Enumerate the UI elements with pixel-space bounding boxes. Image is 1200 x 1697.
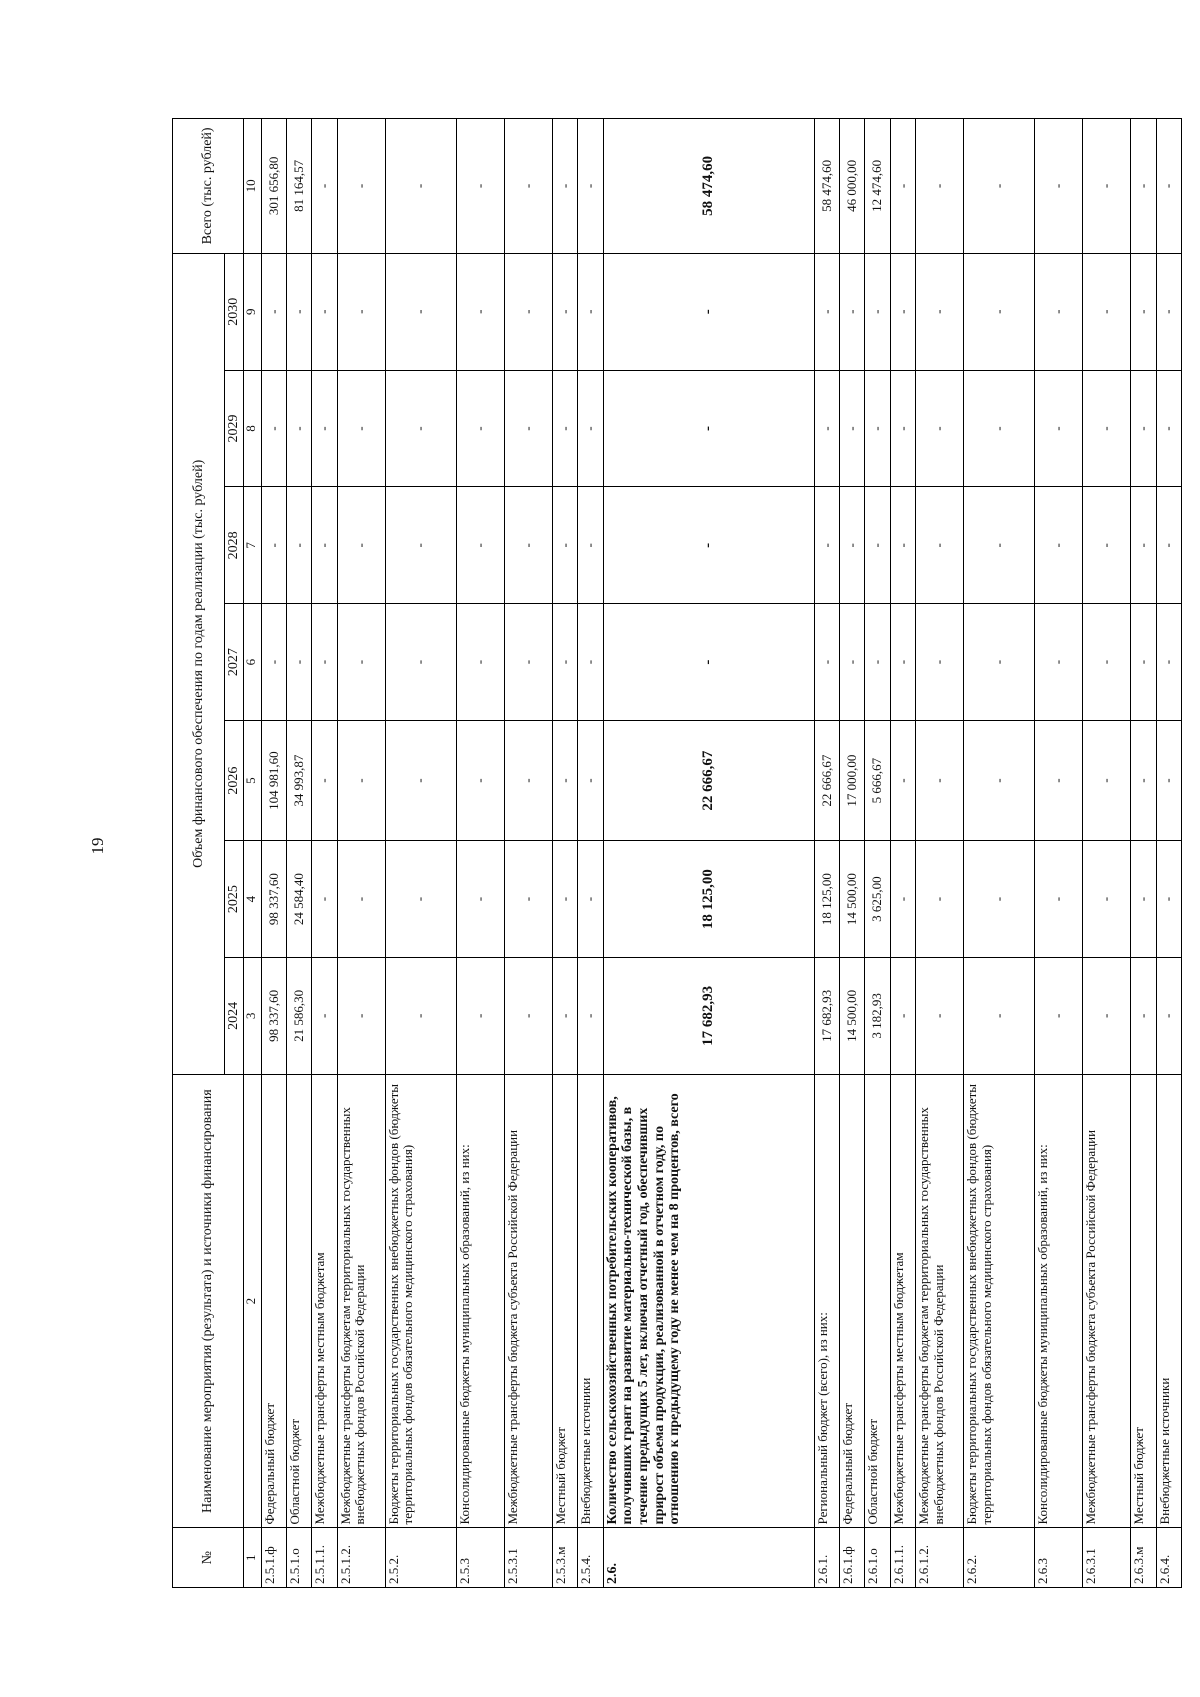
row-value: - [964,253,1035,370]
row-value: - [578,487,603,604]
row-value: - [261,604,286,721]
row-code: 2.6.3.1 [1083,1528,1131,1588]
row-name: Областной бюджет [865,1074,890,1528]
row-value: - [504,253,552,370]
row-value: - [312,253,337,370]
row-total: - [916,119,964,254]
row-value: - [1156,253,1182,370]
row-value: - [1131,841,1156,958]
row-value: - [552,487,577,604]
row-code: 2.6. [603,1528,814,1588]
row-code: 2.6.3.м [1131,1528,1156,1588]
row-total: - [504,119,552,254]
row-value: - [552,721,577,841]
row-value: - [1034,721,1082,841]
row-value: 14 500,00 [839,957,864,1074]
row-value: - [385,957,456,1074]
header-volume: Объем финансового обеспечения по годам реализации (тыс. рублей) [173,253,225,1074]
row-code: 2.6.2. [964,1528,1035,1588]
row-value: - [385,253,456,370]
table-row [1156,119,1182,1588]
row-value: - [865,487,890,604]
row-value: - [603,370,814,487]
row-value: - [287,604,312,721]
column-index: 3 [243,957,261,1074]
row-value: - [1083,487,1131,604]
row-value: - [1131,957,1156,1074]
row-total: - [337,119,385,254]
row-value: - [916,957,964,1074]
row-value: - [1034,957,1082,1074]
row-name: Бюджеты территориальных государственных внебюджетных фондов (бюджеты территориальных фондов обязательного медицинского страхования) [385,1074,456,1528]
row-value: - [916,604,964,721]
row-value: - [1083,253,1131,370]
row-name: Областной бюджет [287,1074,312,1528]
column-index: 10 [243,119,261,254]
header-no: № [173,1528,244,1588]
row-value: - [1131,253,1156,370]
row-value: - [890,721,915,841]
row-value: - [1131,487,1156,604]
row-value: - [312,487,337,604]
column-index: 7 [243,487,261,604]
row-value: 18 125,00 [814,841,839,958]
row-total: - [1034,119,1082,254]
row-value: - [337,721,385,841]
table-row [504,119,552,1588]
column-index: 2 [243,1074,261,1528]
row-total: 81 164,57 [287,119,312,254]
column-index: 1 [243,1528,261,1588]
row-name: Межбюджетные трансферты местным бюджетам [890,1074,915,1528]
row-name: Межбюджетные трансферты бюджетам территориальных государственных внебюджетных фондов Российской Федерации [337,1074,385,1528]
row-value: - [603,604,814,721]
header-year: 2025 [225,841,244,958]
row-value: - [312,841,337,958]
row-value: - [337,957,385,1074]
header-year: 2029 [225,370,244,487]
row-total: 58 474,60 [814,119,839,254]
row-value: - [1156,841,1182,958]
row-value: - [261,370,286,487]
table-row [385,119,456,1588]
page-number: 19 [88,837,107,855]
column-index: 5 [243,721,261,841]
row-value: - [312,721,337,841]
row-name: Местный бюджет [1131,1074,1156,1528]
table-row [890,119,915,1588]
row-value: - [261,487,286,604]
row-total: - [1156,119,1182,254]
row-name: Межбюджетные трансферты бюджета субъекта Российской Федерации [504,1074,552,1528]
row-value: 5 666,67 [865,721,890,841]
row-value: - [456,487,504,604]
row-value: - [385,487,456,604]
header-total: Всего (тыс. рублей) [173,119,244,254]
row-value: - [287,487,312,604]
row-value: - [814,604,839,721]
row-value: 34 993,87 [287,721,312,841]
row-value: - [1083,604,1131,721]
table-row [865,119,890,1588]
row-value: - [504,957,552,1074]
column-index: 6 [243,604,261,721]
row-total: - [456,119,504,254]
row-value: - [456,721,504,841]
row-value: - [385,721,456,841]
row-value: - [504,604,552,721]
row-value: - [814,487,839,604]
row-value: - [916,841,964,958]
row-total: 301 656,80 [261,119,286,254]
row-value: - [552,957,577,1074]
row-code: 2.5.1.2. [337,1528,385,1588]
row-value: 17 000,00 [839,721,864,841]
row-value: 98 337,60 [261,841,286,958]
header-year: 2024 [225,957,244,1074]
row-code: 2.5.4. [578,1528,603,1588]
row-value: - [1156,487,1182,604]
row-code: 2.5.2. [385,1528,456,1588]
row-value: - [1156,957,1182,1074]
row-value: - [312,604,337,721]
row-name: Внебюджетные источники [1156,1074,1182,1528]
row-name: Федеральный бюджет [839,1074,864,1528]
row-value: 18 125,00 [603,841,814,958]
row-value: - [1156,370,1182,487]
table-row [312,119,337,1588]
table-row [552,119,577,1588]
row-code: 2.5.1.о [287,1528,312,1588]
row-value: - [814,370,839,487]
table-row [603,119,814,1588]
row-name: Консолидированные бюджеты муниципальных образований, из них: [456,1074,504,1528]
row-name: Консолидированные бюджеты муниципальных образований, из них: [1034,1074,1082,1528]
row-total: - [964,119,1035,254]
row-value: - [814,253,839,370]
row-value: 98 337,60 [261,957,286,1074]
row-name: Местный бюджет [552,1074,577,1528]
row-value: - [1156,604,1182,721]
row-value: - [890,253,915,370]
table-row [916,119,964,1588]
row-name: Межбюджетные трансферты местным бюджетам [312,1074,337,1528]
row-value: 3 625,00 [865,841,890,958]
table-row [337,119,385,1588]
row-code: 2.6.4. [1156,1528,1182,1588]
row-value: - [578,370,603,487]
row-value: - [261,253,286,370]
row-code: 2.6.1. [814,1528,839,1588]
row-code: 2.5.3.м [552,1528,577,1588]
row-value: 3 182,93 [865,957,890,1074]
row-value: - [1083,370,1131,487]
row-code: 2.6.1.о [865,1528,890,1588]
row-value: - [456,957,504,1074]
row-code: 2.6.1.1. [890,1528,915,1588]
table-row [1131,119,1156,1588]
row-value: - [456,253,504,370]
row-value: - [578,841,603,958]
row-name: Бюджеты территориальных государственных внебюджетных фондов (бюджеты территориальных фондов обязательного медицинского страхования) [964,1074,1035,1528]
row-name: Количество сельскохозяйственных потребительских кооперативов, получивших грант на развитие материально-технической базы, в течение предыдущих 5 лет, включая отчетный год, обеспечивших прирост объема продукции, реализованной в отчетном году, по отношению к предыдущему году не менее чем на 8 процентов, всего [603,1074,814,1528]
row-value: - [964,487,1035,604]
row-value: - [603,487,814,604]
table-row [456,119,504,1588]
header-year: 2030 [225,253,244,370]
row-code: 2.5.1.1. [312,1528,337,1588]
row-value: - [865,370,890,487]
table-row [964,119,1035,1588]
row-total: - [1131,119,1156,254]
rotated-table-container [172,118,1182,1588]
row-value: - [964,721,1035,841]
row-value: - [337,253,385,370]
column-index: 4 [243,841,261,958]
header-year: 2028 [225,487,244,604]
table-row [1083,119,1131,1588]
row-value: 14 500,00 [839,841,864,958]
row-value: - [1083,721,1131,841]
row-value: - [552,253,577,370]
row-value: - [890,604,915,721]
financing-table [172,118,1182,1588]
row-code: 2.5.3 [456,1528,504,1588]
row-name: Внебюджетные источники [578,1074,603,1528]
row-value: - [890,370,915,487]
row-value: - [839,370,864,487]
row-value: - [504,841,552,958]
row-value: - [504,487,552,604]
row-value: - [1034,253,1082,370]
row-value: - [916,721,964,841]
row-value: - [964,841,1035,958]
row-value: - [337,487,385,604]
row-value: 24 584,40 [287,841,312,958]
row-value: - [865,604,890,721]
row-value: - [865,253,890,370]
row-value: - [916,487,964,604]
row-value: - [578,721,603,841]
row-value: - [916,253,964,370]
row-total: - [312,119,337,254]
row-value: - [456,841,504,958]
row-value: - [1083,841,1131,958]
table-row [578,119,603,1588]
row-value: 22 666,67 [814,721,839,841]
row-value: - [578,957,603,1074]
row-value: - [337,370,385,487]
row-value: - [890,487,915,604]
row-value: - [1131,604,1156,721]
row-value: - [964,604,1035,721]
row-value: - [456,370,504,487]
row-total: 12 474,60 [865,119,890,254]
row-value: - [603,253,814,370]
row-value: - [1034,370,1082,487]
row-value: - [337,604,385,721]
row-value: 17 682,93 [603,957,814,1074]
row-value: - [456,604,504,721]
row-value: - [552,370,577,487]
column-index: 8 [243,370,261,487]
row-value: - [287,253,312,370]
table-row [287,119,312,1588]
row-total: - [1083,119,1131,254]
row-value: 22 666,67 [603,721,814,841]
row-code: 2.6.1.2. [916,1528,964,1588]
row-value: - [385,841,456,958]
header-year: 2026 [225,721,244,841]
row-code: 2.5.1.ф [261,1528,286,1588]
row-value: - [1156,721,1182,841]
row-value: - [578,253,603,370]
row-value: - [1034,604,1082,721]
row-value: 17 682,93 [814,957,839,1074]
table-row [839,119,864,1588]
row-value: - [839,487,864,604]
row-value: - [1034,841,1082,958]
row-total: - [890,119,915,254]
row-value: - [504,721,552,841]
row-value: - [385,370,456,487]
row-value: - [890,957,915,1074]
row-value: - [552,604,577,721]
column-index: 9 [243,253,261,370]
row-total: 58 474,60 [603,119,814,254]
row-value: - [964,957,1035,1074]
row-value: - [1083,957,1131,1074]
row-code: 2.5.3.1 [504,1528,552,1588]
row-value: - [1034,487,1082,604]
row-total: 46 000,00 [839,119,864,254]
row-value: - [385,604,456,721]
row-value: - [1131,721,1156,841]
row-value: - [552,841,577,958]
row-value: - [312,370,337,487]
row-value: - [964,370,1035,487]
row-value: - [916,370,964,487]
row-name: Межбюджетные трансферты бюджетам территориальных государственных внебюджетных фондов Российской Федерации [916,1074,964,1528]
header-year: 2027 [225,604,244,721]
row-value: - [890,841,915,958]
row-value: - [578,604,603,721]
row-value: - [1131,370,1156,487]
row-value: - [287,370,312,487]
row-value: - [839,253,864,370]
row-code: 2.6.1.ф [839,1528,864,1588]
row-total: - [578,119,603,254]
table-row [814,119,839,1588]
row-value: - [312,957,337,1074]
row-value: - [839,604,864,721]
table-row [1034,119,1082,1588]
table-row [261,119,286,1588]
row-value: - [504,370,552,487]
row-name: Региональный бюджет (всего), из них: [814,1074,839,1528]
row-total: - [552,119,577,254]
header-name: Наименование мероприятия (результата) и источники финансирования [173,1074,244,1528]
row-value: 104 981,60 [261,721,286,841]
row-total: - [385,119,456,254]
row-name: Межбюджетные трансферты бюджета субъекта Российской Федерации [1083,1074,1131,1528]
row-value: 21 586,30 [287,957,312,1074]
row-name: Федеральный бюджет [261,1074,286,1528]
row-code: 2.6.3 [1034,1528,1082,1588]
row-value: - [337,841,385,958]
